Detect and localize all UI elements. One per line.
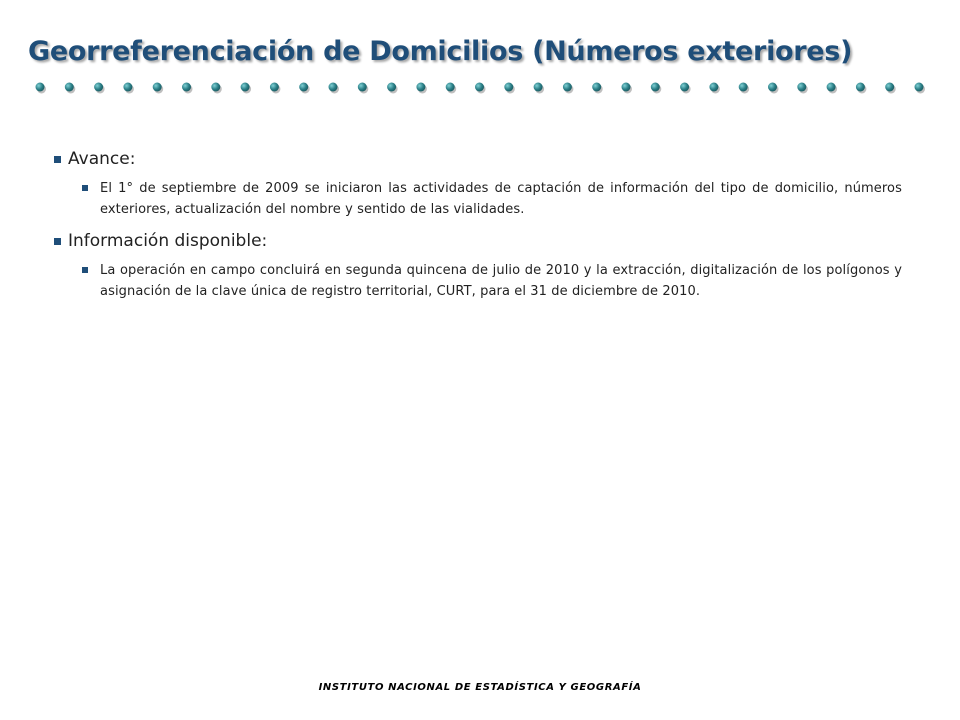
divider-dot <box>94 83 103 92</box>
bullet-icon <box>82 185 88 191</box>
section-item-text: El 1° de septiembre de 2009 se iniciaron las actividades de captación de información del tipo de domicilio, números exteriores, actualización del nombre y sentido de las vialidades. <box>100 181 902 217</box>
divider-dot <box>153 83 162 92</box>
section-item <box>82 260 902 302</box>
divider-dot <box>358 83 367 92</box>
divider-dot <box>299 83 308 92</box>
divider-dot <box>709 83 718 92</box>
divider-dot <box>680 83 689 92</box>
divider-dot <box>446 83 455 92</box>
divider-dot <box>416 83 425 92</box>
divider-dot <box>592 83 601 92</box>
divider-dot <box>211 83 220 92</box>
bullet-icon <box>54 238 61 245</box>
footer-institution: INSTITUTO NACIONAL DE ESTADÍSTICA Y GEOGRAFÍA <box>318 682 642 693</box>
divider-dot <box>534 83 543 92</box>
divider-dot <box>739 83 748 92</box>
divider-dot <box>241 83 250 92</box>
divider-dot <box>36 83 45 92</box>
divider-dot <box>797 83 806 92</box>
divider-dot <box>270 83 279 92</box>
divider-dot <box>827 83 836 92</box>
slide-title: Georreferenciación de Domicilios (Números exteriores) <box>28 36 853 67</box>
divider-dot <box>123 83 132 92</box>
dotted-divider <box>30 80 930 94</box>
bullet-icon <box>54 156 61 163</box>
divider-dot <box>182 83 191 92</box>
section-item-text: La operación en campo concluirá en segunda quincena de julio de 2010 y la extracción, digitalización de los polígonos y asignación de la clave única de registro territorial, CURT, para el 31 de diciembre de 2010. <box>100 263 902 299</box>
divider-dot <box>475 83 484 92</box>
divider-dot <box>622 83 631 92</box>
section-heading-text: Avance: <box>68 149 136 169</box>
divider-dot <box>768 83 777 92</box>
divider-dot <box>329 83 338 92</box>
section-heading-informacion <box>54 230 902 252</box>
divider-dot <box>651 83 660 92</box>
divider-dot <box>915 83 924 92</box>
section-heading-avance <box>54 148 902 170</box>
section-item <box>82 178 902 220</box>
divider-dot <box>856 83 865 92</box>
slide-content <box>54 148 902 312</box>
bullet-icon <box>82 267 88 273</box>
section-heading-text: Información disponible: <box>68 231 268 251</box>
divider-dot <box>387 83 396 92</box>
divider-dot <box>563 83 572 92</box>
divider-dot <box>65 83 74 92</box>
divider-dot <box>504 83 513 92</box>
divider-dot <box>885 83 894 92</box>
